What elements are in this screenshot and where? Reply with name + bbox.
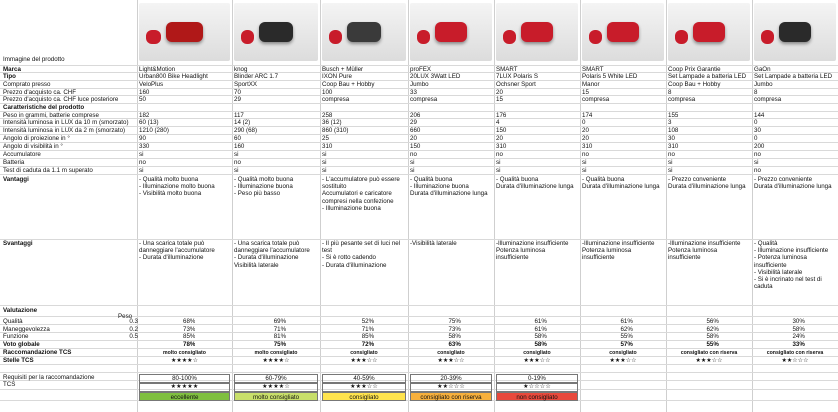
row-label-angle_vis: Angolo di visibilità in ° [3, 143, 63, 150]
row-label-pros: Vantaggi [3, 176, 29, 183]
score-handling: 58% [792, 326, 805, 333]
cell-angle_vis: 150 [410, 143, 421, 150]
lamp-rear-icon [675, 30, 688, 44]
requirement-range: 0-19% [496, 374, 578, 384]
requirement-stars: ★★★☆☆ [322, 382, 406, 392]
lamp-icon [693, 22, 726, 42]
row-label-lux2: Intensità luminosa in LUX da 2 m (smorzato) [3, 127, 126, 134]
cell-brand: Coop Prix Garantie [668, 66, 721, 73]
cell-drop: si [322, 167, 327, 174]
score-global: 58% [534, 341, 547, 348]
column-divider [137, 0, 138, 412]
cell-price: 15 [582, 89, 589, 96]
score-function: 24% [792, 333, 805, 340]
cell-acc: no [668, 151, 675, 158]
score-function: 85% [361, 333, 375, 340]
score-function: 58% [534, 333, 547, 340]
cell-shop: Coop Bau + Hobby [668, 81, 721, 88]
score-quality: 56% [706, 318, 719, 325]
score-handling: 62% [706, 326, 719, 333]
pros-text: - Qualità buona Durata d'illuminazione lunga [496, 176, 574, 191]
cell-weight: 176 [496, 112, 507, 119]
pros-text: - Qualità buona Durata d'illuminazione lunga [582, 176, 660, 191]
row-label-drop: Test di caduta da 1.1 m superato [3, 167, 93, 174]
row-label-price_rear: Prezzo d'acquisto ca. CHF luce posteriore [3, 96, 119, 103]
cell-acc: si [139, 151, 144, 158]
cell-lux2: 20 [582, 127, 589, 134]
column-divider [408, 0, 409, 412]
cons-text: - Una scarica totale può danneggiare l'accumulatore - Durata d'illuminazione [139, 240, 215, 262]
cell-angle_vis: 310 [322, 143, 333, 150]
pros-text: - Qualità molto buona - Illuminazione buona - Peso più basso [234, 176, 294, 198]
cell-weight: 155 [668, 112, 679, 119]
lamp-rear-icon [589, 30, 602, 44]
cons-text: -Illuminazione insufficiente Potenza luminosa insufficiente [582, 240, 655, 262]
tcs-stars: ★★★☆☆ [523, 358, 551, 364]
cell-shop: VeloPlus [139, 81, 164, 88]
cell-price_rear: compresa [668, 96, 696, 103]
tcs-recommendation: consigliato [350, 350, 378, 356]
score-global: 33% [792, 341, 805, 348]
cell-type: 20LUX 3Watt LED [410, 73, 461, 80]
column-divider [666, 0, 667, 412]
tcs-recommendation: molto consigliato [254, 350, 298, 356]
pros-text: - Qualità molto buona - Illuminazione molto buona - Visibilità molto buona [139, 176, 215, 198]
cell-angle_proj: 90 [139, 135, 146, 142]
weight-header: Peso [118, 313, 133, 320]
row-label-brand: Marca [3, 66, 21, 73]
score-handling: 73% [448, 326, 461, 333]
lamp-icon [607, 22, 640, 42]
cell-lux10: 3 [668, 119, 672, 126]
lamp-rear-icon [146, 30, 161, 44]
cell-type: Set Lampade a batteria LED [754, 73, 833, 80]
cell-type: 7LUX Polaris S [496, 73, 538, 80]
score-global: 55% [706, 341, 719, 348]
lamp-rear-icon [417, 30, 430, 44]
row-label-angle_proj: Angolo di proiezione in ° [3, 135, 70, 142]
row-label-global: Voto globale [3, 341, 40, 348]
cell-brand: GaOn [754, 66, 771, 73]
pros-text: - Qualità buona - Illuminazione buona Durata d'illuminazione lunga [410, 176, 488, 198]
cell-brand: Light&Motion [139, 66, 176, 73]
requirement-range: 40-59% [322, 374, 406, 384]
cell-angle_vis: 310 [582, 143, 593, 150]
requirement-stars: ★★★★★ [139, 382, 230, 392]
column-divider [232, 0, 233, 412]
cell-price: 8 [668, 89, 672, 96]
pros-text: - L'accumulatore può essere sostituito Accumulatori e caricatore compresi nella confezione - Illuminazione buona [322, 176, 400, 212]
row-label-tcs_stars: Stelle TCS [3, 357, 34, 364]
cell-shop: Coop Bau + Hobby [322, 81, 375, 88]
lamp-rear-icon [503, 30, 516, 44]
cell-acc: no [754, 151, 761, 158]
row-divider [0, 372, 838, 373]
cons-text: - Una scarica totale può danneggiare l'accumulatore - Durata d'illuminazione Visibilità laterale [234, 240, 310, 269]
row-label-evaluation: Valutazione [3, 307, 38, 314]
cell-price_rear: 50 [139, 96, 146, 103]
cell-angle_proj: 20 [496, 135, 503, 142]
lamp-rear-icon [329, 30, 342, 44]
cell-lux10: 0 [754, 119, 758, 126]
tcs-recommendation: consigliato con riserva [680, 350, 738, 356]
cell-bat: si [322, 159, 327, 166]
cell-shop: Jumbo [410, 81, 429, 88]
cell-acc: si [322, 151, 327, 158]
cell-price_rear: compresa [322, 96, 350, 103]
lamp-icon [347, 22, 381, 42]
cell-type: Urban800 Bike Headlight [139, 73, 208, 80]
cell-brand: proFEX [410, 66, 431, 73]
row-label-price_front: Prezzo d'acquisto ca. CHF [3, 89, 77, 96]
cell-price_rear: 15 [496, 96, 503, 103]
cell-price_rear: 29 [234, 96, 241, 103]
score-quality: 69% [273, 318, 287, 325]
cell-drop: si [234, 167, 239, 174]
score-quality: 61% [620, 318, 633, 325]
lamp-icon [166, 22, 202, 42]
cell-angle_proj: 25 [322, 135, 329, 142]
tcs-stars: ★★★★☆ [171, 358, 198, 364]
cell-acc: no [496, 151, 503, 158]
requirement-range: 60-79% [234, 374, 318, 384]
cell-angle_proj: 20 [410, 135, 417, 142]
cell-bat: si [754, 159, 759, 166]
cons-text: -Illuminazione insufficiente Potenza luminosa insufficiente [668, 240, 741, 262]
tcs-stars: ★★★☆☆ [609, 358, 637, 364]
pros-text: - Prezzo conveniente Durata d'illuminazione lunga [754, 176, 832, 191]
cell-acc: no [410, 151, 417, 158]
cons-text: -Illuminazione insufficiente Potenza luminosa insufficiente [496, 240, 569, 262]
row-label-function: Funzione [3, 333, 29, 340]
cell-angle_vis: 160 [234, 143, 245, 150]
row-label-tcs_rec: Raccomandazione TCS [3, 349, 72, 356]
cell-bat: si [410, 159, 415, 166]
score-function: 55% [620, 333, 633, 340]
cell-angle_proj: 60 [234, 135, 241, 142]
cell-drop: si [668, 167, 673, 174]
cell-drop: si [139, 167, 144, 174]
cell-bat: si [668, 159, 673, 166]
cell-type: Set Lampade a batteria LED [668, 73, 747, 80]
row-label-lux10: Intensità luminosa in LUX da 10 m (smorzato) [3, 119, 129, 126]
tcs-stars: ★★★☆☆ [695, 358, 723, 364]
cell-bat: no [234, 159, 241, 166]
cell-shop: Ochsner Sport [496, 81, 536, 88]
row-label-quality: Qualità [3, 318, 23, 325]
score-global: 72% [361, 341, 375, 348]
cell-acc: no [582, 151, 589, 158]
lamp-rear-icon [241, 30, 254, 44]
cell-price_rear: compresa [754, 96, 782, 103]
cell-lux2: 860 (310) [322, 127, 349, 134]
tcs-recommendation: consigliato [523, 350, 551, 356]
cell-weight: 206 [410, 112, 421, 119]
tcs-recommendation: consigliato [609, 350, 637, 356]
tcs-recommendation: consigliato con riserva [766, 350, 824, 356]
weight-value: 0.5 [129, 333, 138, 340]
score-handling: 71% [273, 326, 287, 333]
cell-type: Blinder ARC 1.7 [234, 73, 279, 80]
score-quality: 75% [448, 318, 461, 325]
pros-text: - Prezzo conveniente Durata d'illuminazione lunga [668, 176, 746, 191]
cell-brand: SMART [496, 66, 518, 73]
cell-type: IXON Pure [322, 73, 352, 80]
score-handling: 61% [534, 326, 547, 333]
requirement-range: 20-39% [410, 374, 492, 384]
tcs-stars: ★★☆☆☆ [781, 358, 809, 364]
cell-lux2: 108 [668, 127, 679, 134]
cell-lux2: 1210 (280) [139, 127, 169, 134]
score-function: 81% [273, 333, 287, 340]
score-handling: 71% [361, 326, 375, 333]
row-label-cons: Svantaggi [3, 240, 33, 247]
cell-price: 70 [234, 89, 241, 96]
tcs-stars: ★★★☆☆ [437, 358, 465, 364]
cell-brand: Busch + Müller [322, 66, 364, 73]
cell-lux10: 60 (13) [139, 119, 159, 126]
row-label-handling: Maneggevolezza [3, 326, 50, 333]
tcs-recommendation: consigliato [437, 350, 465, 356]
requirement-stars: ★☆☆☆☆ [496, 382, 578, 392]
cell-bat: no [139, 159, 146, 166]
column-divider [580, 0, 581, 412]
cell-type: Polaris 5 White LED [582, 73, 638, 80]
cell-weight: 144 [754, 112, 765, 119]
score-function: 58% [706, 333, 719, 340]
score-global: 63% [448, 341, 461, 348]
cell-lux10: 14 (2) [234, 119, 251, 126]
score-quality: 68% [183, 318, 196, 325]
row-label-requirements: Requisiti per la raccomandazione TCS [3, 374, 95, 389]
row-label-weight: Peso in grammi, batterie comprese [3, 112, 99, 119]
requirement-range: 80-100% [139, 374, 230, 384]
row-label-battery: Batteria [3, 159, 25, 166]
tcs-recommendation: molto consigliato [163, 350, 206, 356]
cell-lux10: 4 [496, 119, 500, 126]
row-label-image: Immagine del prodotto [3, 56, 65, 63]
cell-shop: SportXX [234, 81, 258, 88]
score-global: 75% [273, 341, 287, 348]
cell-shop: Jumbo [754, 81, 773, 88]
column-divider [320, 0, 321, 412]
requirement-label: consigliato [322, 392, 406, 401]
cell-angle_vis: 200 [754, 143, 765, 150]
cell-drop: si [496, 167, 501, 174]
requirement-stars: ★★☆☆☆ [410, 382, 492, 392]
cell-angle_proj: 0 [754, 135, 758, 142]
cell-weight: 258 [322, 112, 333, 119]
cell-price: 20 [496, 89, 503, 96]
score-function: 58% [448, 333, 461, 340]
lamp-icon [779, 22, 812, 42]
cell-brand: SMART [582, 66, 604, 73]
cell-price: 8 [754, 89, 758, 96]
score-global: 78% [183, 341, 196, 348]
cell-price: 33 [410, 89, 417, 96]
score-quality: 30% [792, 318, 805, 325]
cell-drop: no [754, 167, 761, 174]
requirement-label: molto consigliato [234, 392, 318, 401]
requirement-label: consigliato con riserva [410, 392, 492, 401]
cell-angle_vis: 330 [139, 143, 150, 150]
cell-shop: Manor [582, 81, 600, 88]
lamp-rear-icon [761, 30, 774, 44]
lamp-icon [521, 22, 554, 42]
cons-text: -Visibilità laterale [410, 240, 457, 247]
cell-lux2: 660 [410, 127, 421, 134]
score-quality: 61% [534, 318, 547, 325]
row-label-section_features: Caratteristiche del prodotto [3, 104, 85, 111]
column-divider [494, 0, 495, 412]
cell-weight: 117 [234, 112, 244, 119]
score-global: 57% [620, 341, 633, 348]
requirement-label: non consigliato [496, 392, 578, 401]
cell-weight: 182 [139, 112, 150, 119]
score-quality: 52% [361, 318, 375, 325]
weight-value: 0.2 [129, 326, 138, 333]
cell-price_rear: compresa [410, 96, 438, 103]
requirement-label: eccellente [139, 392, 230, 401]
tcs-stars: ★★★☆☆ [350, 358, 378, 364]
column-divider [752, 0, 753, 412]
row-divider [0, 305, 838, 306]
cell-bat: si [496, 159, 501, 166]
score-handling: 73% [183, 326, 196, 333]
lamp-icon [259, 22, 293, 42]
cell-angle_vis: 310 [496, 143, 507, 150]
cell-price: 100 [322, 89, 333, 96]
cell-bat: si [582, 159, 587, 166]
row-label-type: Tipo [3, 73, 16, 80]
weight-value: 0.3 [129, 318, 138, 325]
cell-angle_vis: 310 [668, 143, 679, 150]
score-function: 85% [183, 333, 196, 340]
cell-weight: 174 [582, 112, 593, 119]
score-handling: 62% [620, 326, 633, 333]
cell-lux10: 36 (12) [322, 119, 342, 126]
cell-lux10: 0 [582, 119, 586, 126]
cell-lux2: 150 [496, 127, 507, 134]
requirement-stars: ★★★★☆ [234, 382, 318, 392]
cell-price: 160 [139, 89, 150, 96]
cell-angle_proj: 30 [668, 135, 675, 142]
tcs-stars: ★★★★☆ [262, 358, 290, 364]
cell-price_rear: compresa [582, 96, 610, 103]
cell-brand: knog [234, 66, 248, 73]
cell-lux2: 290 (68) [234, 127, 258, 134]
cell-acc: si [234, 151, 239, 158]
cons-text: - Qualità - Illuminazione insufficiente - Potenza luminosa insufficiente - Visibilità laterale - Si è incrinato nel test di caduta [754, 240, 829, 291]
cell-drop: si [410, 167, 415, 174]
lamp-icon [435, 22, 468, 42]
row-label-bought_at: Comprato presso [3, 81, 51, 88]
cell-drop: si [582, 167, 587, 174]
row-label-accumulator: Accumulatore [3, 151, 41, 158]
cell-lux2: 30 [754, 127, 761, 134]
cell-lux10: 29 [410, 119, 417, 126]
cell-angle_proj: 20 [582, 135, 589, 142]
cons-text: - Il più pesante set di luci nel test - Si è rotto cadendo - Durata d'illuminazione [322, 240, 401, 269]
